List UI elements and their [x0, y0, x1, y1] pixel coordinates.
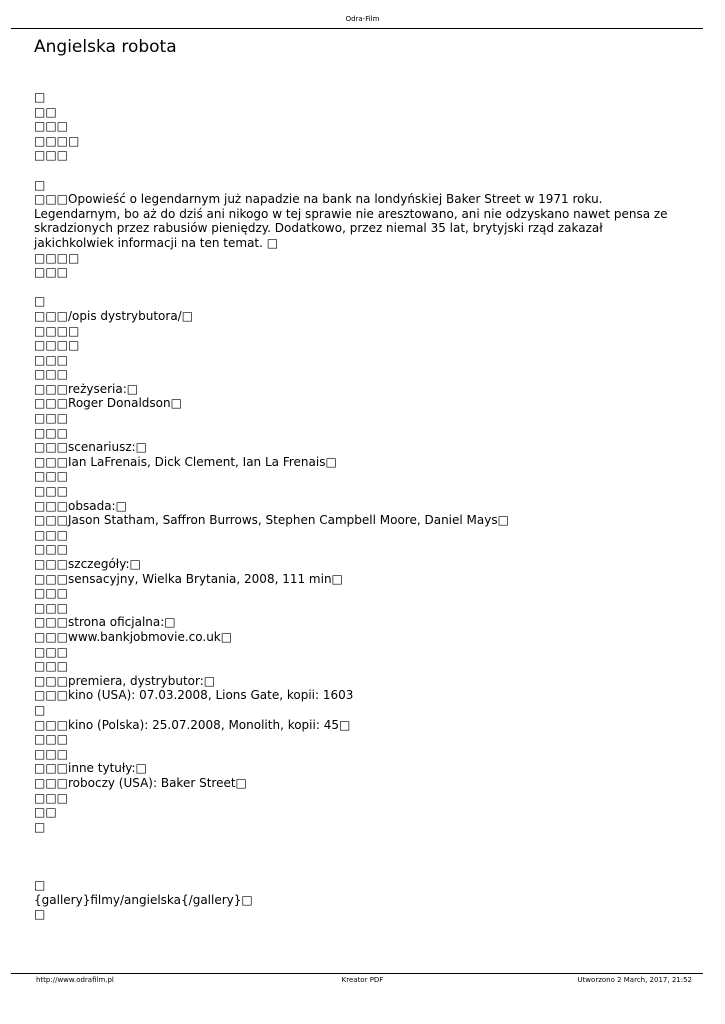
detail-line: □□□: [34, 586, 69, 601]
text-line: □□□□: [34, 250, 80, 265]
detail-line: □: [34, 702, 46, 717]
detail-line: □□□: [34, 659, 69, 674]
text-line: □: [34, 907, 46, 922]
detail-line: □□□Jason Statham, Saffron Burrows, Stephen Campbell Moore, Daniel Mays□: [34, 513, 509, 528]
gallery-block: [34, 878, 679, 922]
text-line: □□□□: [34, 133, 80, 148]
detail-line: □□□sensacyjny, Wielka Brytania, 2008, 111 min□: [34, 571, 343, 586]
detail-line: □□□□: [34, 338, 80, 353]
detail-line: □□□□: [34, 323, 80, 338]
detail-line: □: [34, 294, 46, 309]
spacer: [34, 834, 679, 878]
document-body: [34, 90, 679, 922]
block-a: [34, 90, 679, 163]
header-divider: [11, 28, 703, 29]
detail-line: □□□roboczy (USA): Baker Street□: [34, 775, 247, 790]
footer-divider: [11, 973, 703, 974]
spacer: [34, 280, 679, 295]
intro-block: [34, 178, 679, 280]
detail-line: □□□: [34, 542, 69, 557]
footer-created-date: Utworzono 2 March, 2017, 21:52: [577, 976, 692, 984]
spacer: [34, 163, 679, 178]
detail-line: □□□obsada:□: [34, 498, 127, 513]
detail-line: □□□strona oficjalna:□: [34, 615, 176, 630]
page-title: Angielska robota: [34, 37, 177, 57]
detail-line: □□□: [34, 600, 69, 615]
detail-line: □□□: [34, 352, 69, 367]
detail-line: □□□: [34, 746, 69, 761]
gallery-tag: {gallery}filmy/angielska{/gallery}□: [34, 892, 253, 907]
text-line: □□□: [34, 119, 69, 134]
detail-line: □□□: [34, 527, 69, 542]
detail-line: □□□kino (Polska): 25.07.2008, Monolith, kopii: 45□: [34, 717, 351, 732]
detail-line: □□□: [34, 411, 69, 426]
text-line: □□□: [34, 265, 69, 280]
detail-line: □: [34, 819, 46, 834]
detail-line: □□□Roger Donaldson□: [34, 396, 182, 411]
intro-paragraph: □□□Opowieść o legendarnym już napadzie na bank na londyńskiej Baker Street w 1971 roku. Legendarnym, bo aż do dziś ani nikogo w tej sprawie nie aresztowano, ani nie odzyskano nawet pensa ze skradzionych przez rabusiów pieniędzy. Dodatkowo, przez niemal 35 lat, brytyjski rząd zakazał jakichkolwiek informacji na ten temat. □: [34, 192, 668, 250]
text-line: □: [34, 90, 46, 104]
text-line: □: [34, 177, 46, 192]
detail-line: □□□premiera, dystrybutor:□: [34, 673, 216, 688]
text-line: □: [34, 878, 46, 893]
detail-line: □□□: [34, 469, 69, 484]
detail-line: □□□: [34, 484, 69, 499]
detail-line: □□□: [34, 790, 69, 805]
detail-line: □□□: [34, 732, 69, 747]
detail-line: □□□: [34, 425, 69, 440]
detail-line: □□□www.bankjobmovie.co.uk□: [34, 629, 233, 644]
footer-url-link[interactable]: http://www.odrafilm.pl: [36, 976, 114, 984]
detail-line: □□□/opis dystrybutora/□: [34, 308, 194, 323]
detail-line: □□: [34, 805, 57, 820]
header-site-name: Odra-Film: [345, 15, 380, 23]
text-line: □□□: [34, 148, 69, 163]
details-block: [34, 294, 679, 834]
text-line: □□: [34, 104, 57, 119]
detail-line: □□□scenariusz:□: [34, 440, 148, 455]
detail-line: □□□inne tytuły:□: [34, 761, 147, 776]
detail-line: □□□: [34, 644, 69, 659]
detail-line: □□□Ian LaFrenais, Dick Clement, Ian La Frenais□: [34, 454, 337, 469]
detail-line: □□□szczegóły:□: [34, 557, 141, 571]
footer-generator: Kreator PDF: [341, 976, 384, 984]
detail-line: □□□kino (USA): 07.03.2008, Lions Gate, kopii: 1603: [34, 688, 354, 703]
detail-line: □□□: [34, 367, 69, 382]
detail-line: □□□reżyseria:□: [34, 381, 139, 396]
